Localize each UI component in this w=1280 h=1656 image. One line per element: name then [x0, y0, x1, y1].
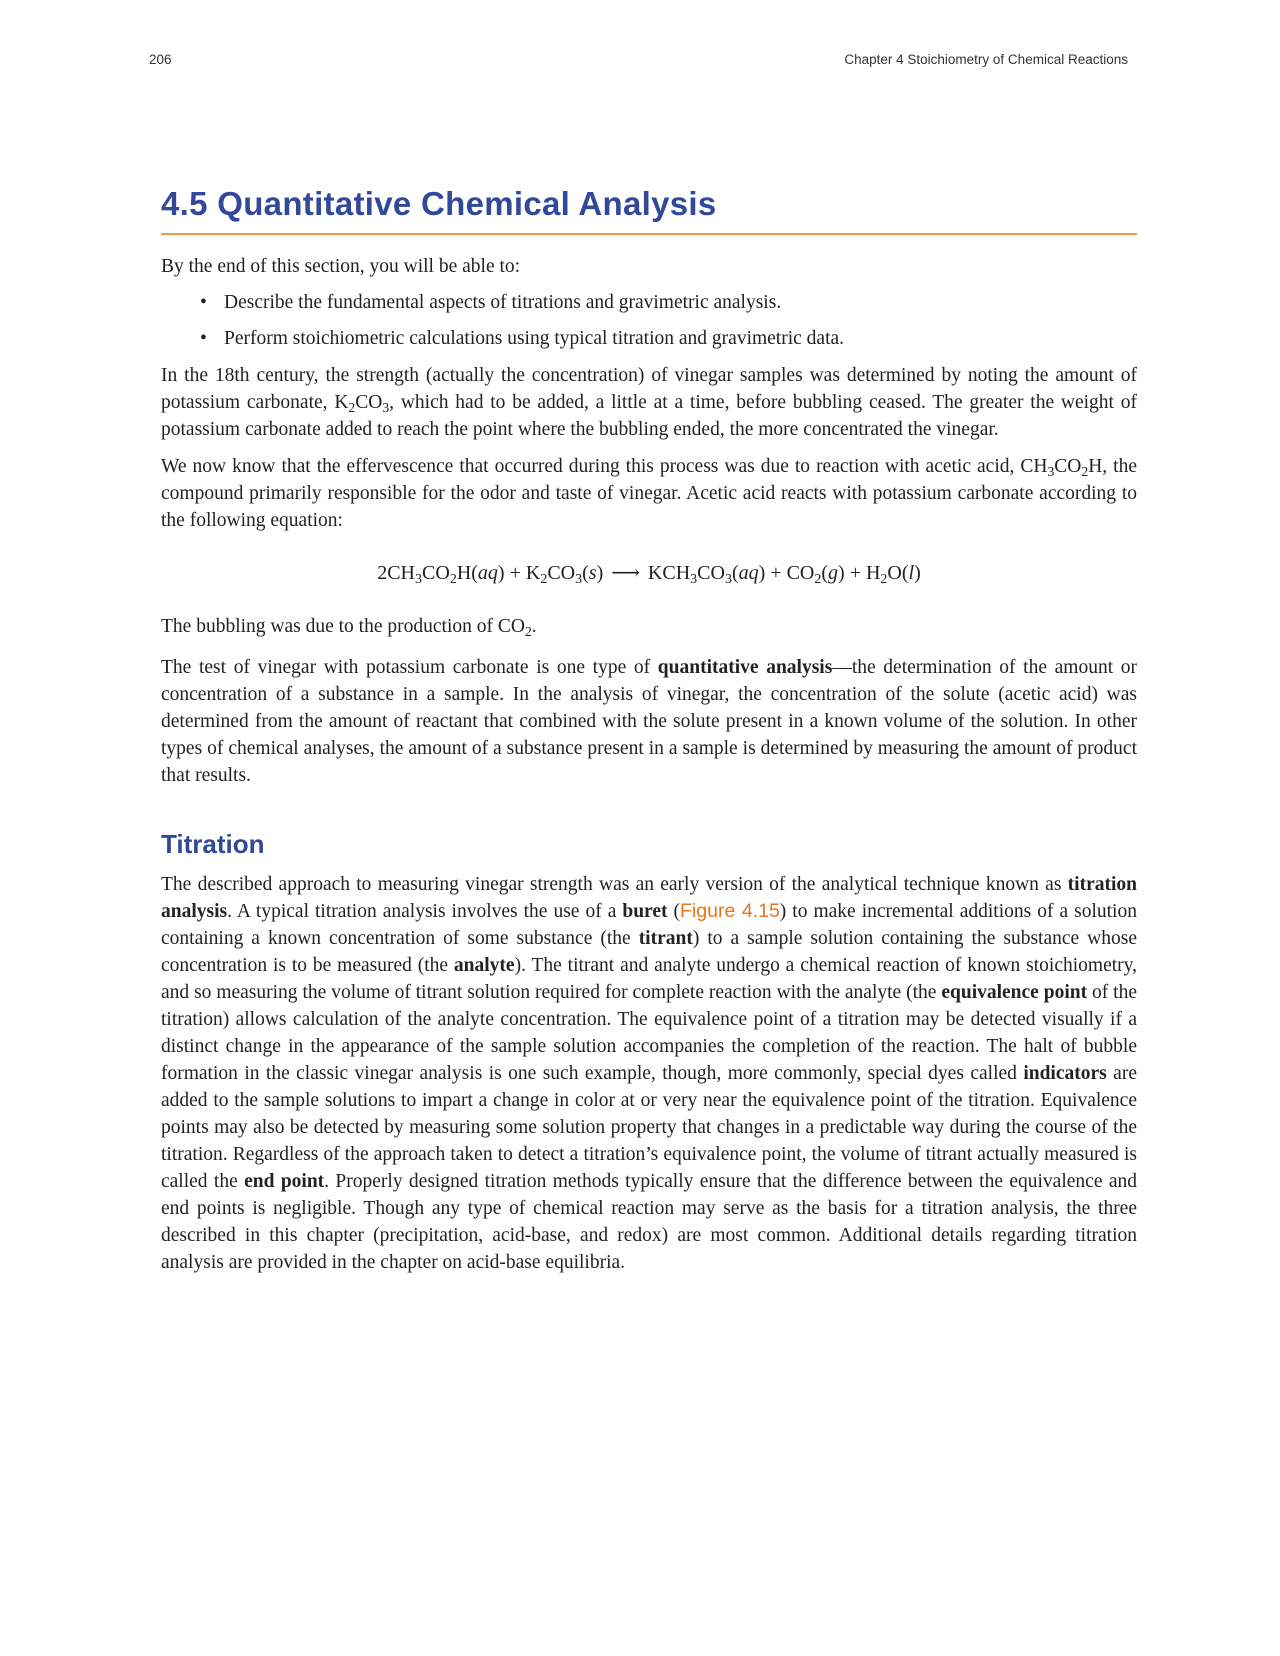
- learning-objectives-intro: By the end of this section, you will be able to:: [161, 256, 521, 277]
- chemical-equation: $2CH_3CO_2H(aq) + K_2CO_3(s)$ ⟶ $KCH_3CO_3(aq) + CO_2(g) + H_2O(l)$: [377, 562, 921, 588]
- section-title: 4.5 Quantitative Chemical Analysis: [161, 185, 1137, 235]
- key-term: analyte: [453, 955, 515, 976]
- figure-link[interactable]: Figure 4.15: [680, 900, 780, 922]
- page-content: [161, 185, 1137, 1276]
- learning-objectives-list: [161, 289, 1137, 352]
- objective-item: • Perform stoichiometric calculations using typical titration and gravimetric data.: [224, 325, 1137, 352]
- paragraph-quantitative-analysis: The test of vinegar with potassium carbonate is one type of quantitative analysis—the determination of the amount or concentration of a substance in a sample. In the analysis of vinegar, the concentration of the solute (acetic acid) was determined from the amount of reactant that combined with the solute present in a known volume of the solution. In other types of chemical analyses, the amount of a substance present in a sample is determined by measuring the amount of product that results.: [161, 657, 1138, 786]
- key-term: equivalence point: [941, 982, 1088, 1003]
- paragraph-titration: The described approach to measuring vinegar strength was an early version of the analytical technique known as titration analysis. A typical titration analysis involves the use of a buret (Figure 4.15) to make incremental additions of a solution containing a known concentration of some substance (the titrant) to a sample solution containing the substance whose concentration is to be measured (the analyte). The titrant and analyte undergo a chemical reaction of known stoichiometry, and so measuring the volume of titrant solution required for complete reaction with the analyte (the equivalence point of the titration) allows calculation of the analyte concentration. The equivalence point of a titration may be detected visually if a distinct change in the appearance of the sample solution accompanies the completion of the reaction. The halt of bubble formation in the classic vinegar analysis is one such example, though, more commonly, special dyes called indicators are added to the sample solutions to impart a change in color at or very near the equivalence point of the titration. Equivalence points may also be detected by measuring some solution property that changes in a predictable way during the course of the titration. Regardless of the approach taken to detect a titration’s equivalence point, the volume of titrant actually measured is called the end point. Properly designed titration methods typically ensure that the difference between the equivalence and end points is negligible. Though any type of chemical reaction may serve as the basis for a titration analysis, the three described in this chapter (precipitation, acid-base, and redox) are most common. Additional details regarding titration analysis are provided in the chapter on acid-base equilibria.: [161, 874, 1137, 1273]
- paragraph-acetic-acid: We now know that the effervescence that occurred during this process was due to reaction with acetic acid, $CH_3CO_2H$, the compound primarily responsible for the odor and taste of vinegar. Acetic acid reacts with potassium carbonate according to the following equation:: [161, 456, 1138, 531]
- objective-item: • Describe the fundamental aspects of titrations and gravimetric analysis.: [224, 289, 1137, 316]
- key-term: titration analysis: [161, 874, 1137, 922]
- key-term: indicators: [1023, 1063, 1107, 1084]
- paragraph-bubbling: The bubbling was due to the production of $CO_2$.: [161, 616, 537, 640]
- page-number: 206: [149, 52, 172, 67]
- key-term: titrant: [638, 928, 693, 949]
- running-head: Chapter 4 Stoichiometry of Chemical Reactions: [844, 52, 1128, 67]
- key-term: buret: [622, 901, 668, 922]
- reaction-arrow-icon: ⟶: [611, 562, 640, 584]
- key-term: end point: [244, 1171, 325, 1192]
- subsection-title: Titration: [161, 829, 265, 859]
- paragraph-history: In the 18th century, the strength (actually the concentration) of vinegar samples was determined by noting the amount of potassium carbonate, $K_2CO_3$, which had to be added, a little at a time, before bubbling ceased. The greater the weight of potassium carbonate added to reach the point where the bubbling ended, the more concentrated the vinegar.: [161, 365, 1138, 440]
- key-term: quantitative analysis: [657, 657, 833, 678]
